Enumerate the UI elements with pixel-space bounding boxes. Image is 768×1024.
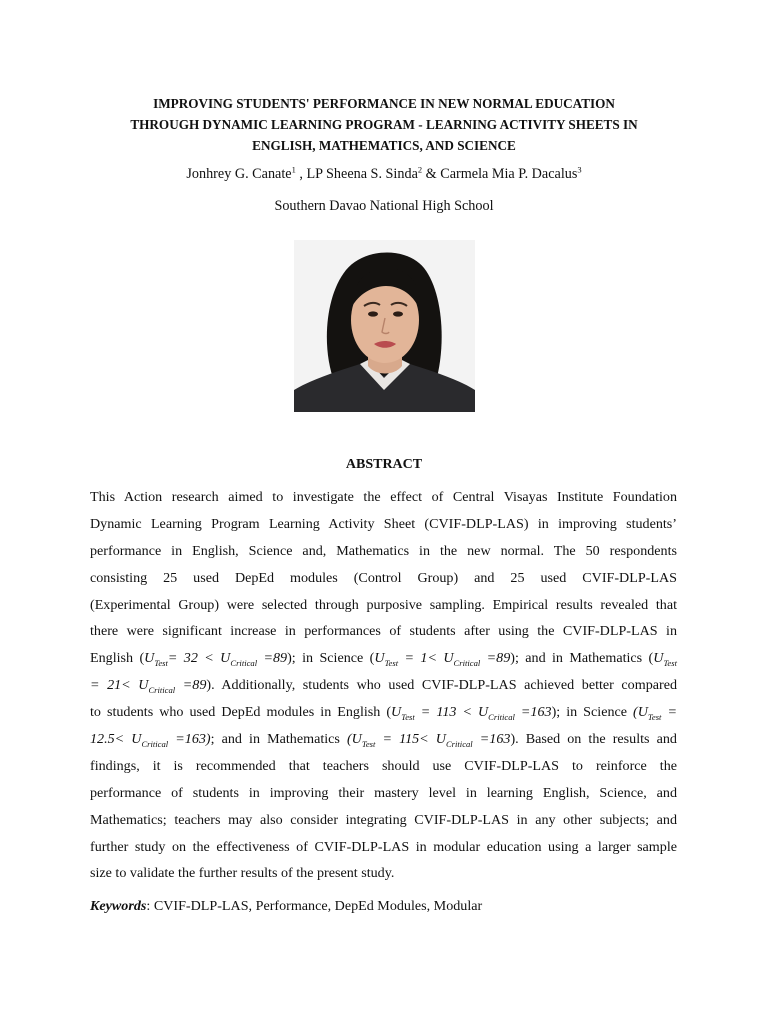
italic-text: 12.5< U [90, 731, 142, 748]
italic-text: =89 [257, 650, 288, 667]
subscript-text: Test [401, 711, 415, 722]
title-line-2: THROUGH DYNAMIC LEARNING PROGRAM - LEARNING ACTIVITY SHEETS IN [130, 117, 638, 132]
keywords-line [90, 897, 690, 915]
italic-text: = 21< U [90, 677, 149, 694]
paper-title [60, 93, 708, 156]
abstract-text: ). Additionally, students who used CVIF-DLP-LAS achieved better compared [206, 677, 677, 694]
abstract-line [90, 645, 677, 672]
subscript-text: Critical [141, 738, 169, 749]
subscript-text: Critical [453, 658, 481, 669]
abstract-text: ); and in Mathematics ( [510, 650, 654, 667]
abstract-text: This Action research aimed to investigate the effect of Central Visayas Institute Foundation [90, 489, 677, 505]
abstract-line [90, 618, 677, 645]
title-line-1: IMPROVING STUDENTS' PERFORMANCE IN NEW NORMAL EDUCATION [153, 96, 615, 111]
abstract-text: ; and in Mathematics [210, 731, 347, 748]
abstract-line [90, 672, 677, 699]
author-affiliation-mark: 1 [291, 164, 296, 175]
title-line-3: ENGLISH, MATHEMATICS, AND SCIENCE [252, 138, 516, 153]
italic-text: =163) [168, 731, 211, 748]
italic-text: (U [346, 731, 362, 748]
italic-text: =89 [480, 650, 511, 667]
italic-text: = 32 < U [167, 650, 231, 667]
abstract-text: size to validate the further results of the present study. [90, 865, 395, 882]
abstract-text: findings, it is recommended that teachers should use CVIF-DLP-LAS to reinforce the [90, 757, 677, 774]
subscript-text: Critical [148, 685, 176, 696]
author-name: LP Sheena S. Sinda [306, 166, 418, 182]
italic-text: =89 [175, 677, 207, 694]
subscript-text: Test [361, 738, 376, 749]
author-affiliation-mark: 3 [577, 164, 582, 175]
abstract-text: there were significant increase in performances of students after using the CVIF-DLP-LAS in [90, 623, 677, 640]
italic-text: = 1< U [398, 650, 454, 667]
italic-text: = [661, 704, 677, 721]
author-affiliation-mark: 2 [417, 164, 423, 175]
subscript-text: Test [647, 711, 662, 722]
abstract-line [90, 753, 677, 780]
abstract-line [90, 538, 677, 565]
abstract-line [90, 726, 677, 753]
italic-text: = 115< U [375, 731, 446, 748]
subscript-text: Test [663, 658, 677, 669]
keywords-list: : CVIF-DLP-LAS, Performance, DepEd Modules, Modular [146, 898, 483, 914]
abstract-line [90, 780, 677, 807]
keywords-label: Keywords [90, 898, 147, 914]
italic-text: =163 [472, 731, 511, 748]
abstract-text: English ( [90, 650, 145, 667]
abstract-line [90, 860, 677, 887]
abstract-text: performance in English, Science and, Mathematics in the new normal. The 50 respondents [90, 542, 677, 559]
italic-text: U [374, 650, 385, 667]
abstract-line [90, 807, 677, 834]
author-photo [294, 240, 475, 412]
abstract-text: ). Based on the results and [510, 731, 677, 748]
abstract-text: performance of students in improving their mastery level in learning English, Science, and [90, 784, 677, 801]
abstract-line [90, 699, 677, 726]
abstract-heading: ABSTRACT [345, 457, 423, 472]
subscript-text: Test [384, 658, 399, 669]
abstract-line [90, 511, 677, 538]
author-list [60, 165, 708, 183]
abstract-text: ); in Science [551, 704, 634, 721]
italic-text: U [391, 704, 402, 721]
abstract-line [90, 484, 677, 511]
author-name: Carmela Mia P. Dacalus [440, 166, 578, 182]
author-affiliation: Southern Davao National High School [274, 198, 494, 214]
italic-text: = 113 < U [414, 704, 489, 721]
italic-text: (U [633, 704, 648, 721]
author-separator: , [295, 166, 307, 182]
abstract-text: (Experimental Group) were selected through purposive sampling. Empirical results revealed that [90, 596, 677, 613]
italic-text: U [653, 650, 664, 667]
subscript-text: Test [154, 658, 168, 669]
abstract-text: consisting 25 used DepEd modules (Control Group) and 25 used CVIF-DLP-LAS [90, 569, 677, 586]
abstract-text: ); in Science ( [287, 650, 375, 667]
subscript-text: Critical [445, 738, 473, 749]
abstract-text: Mathematics; teachers may also consider integrating CVIF-DLP-LAS in any other subjects; and [90, 811, 677, 828]
italic-text: =163 [514, 704, 552, 721]
italic-text: U [144, 650, 155, 667]
author-name: Jonhrey G. Canate [186, 166, 292, 182]
subscript-text: Critical [488, 711, 515, 722]
abstract-line [90, 565, 677, 592]
abstract-text: Dynamic Learning Program Learning Activity Sheet (CVIF-DLP-LAS) in improving students’ [90, 515, 677, 532]
abstract-body [90, 484, 677, 887]
abstract-text: further study on the effectiveness of CVIF-DLP-LAS in modular education using a larger sample [90, 838, 677, 855]
abstract-line [90, 834, 677, 861]
abstract-text: to students who used DepEd modules in English ( [90, 704, 392, 721]
abstract-line [90, 592, 677, 619]
author-separator: & [422, 166, 441, 182]
subscript-text: Critical [230, 658, 258, 669]
